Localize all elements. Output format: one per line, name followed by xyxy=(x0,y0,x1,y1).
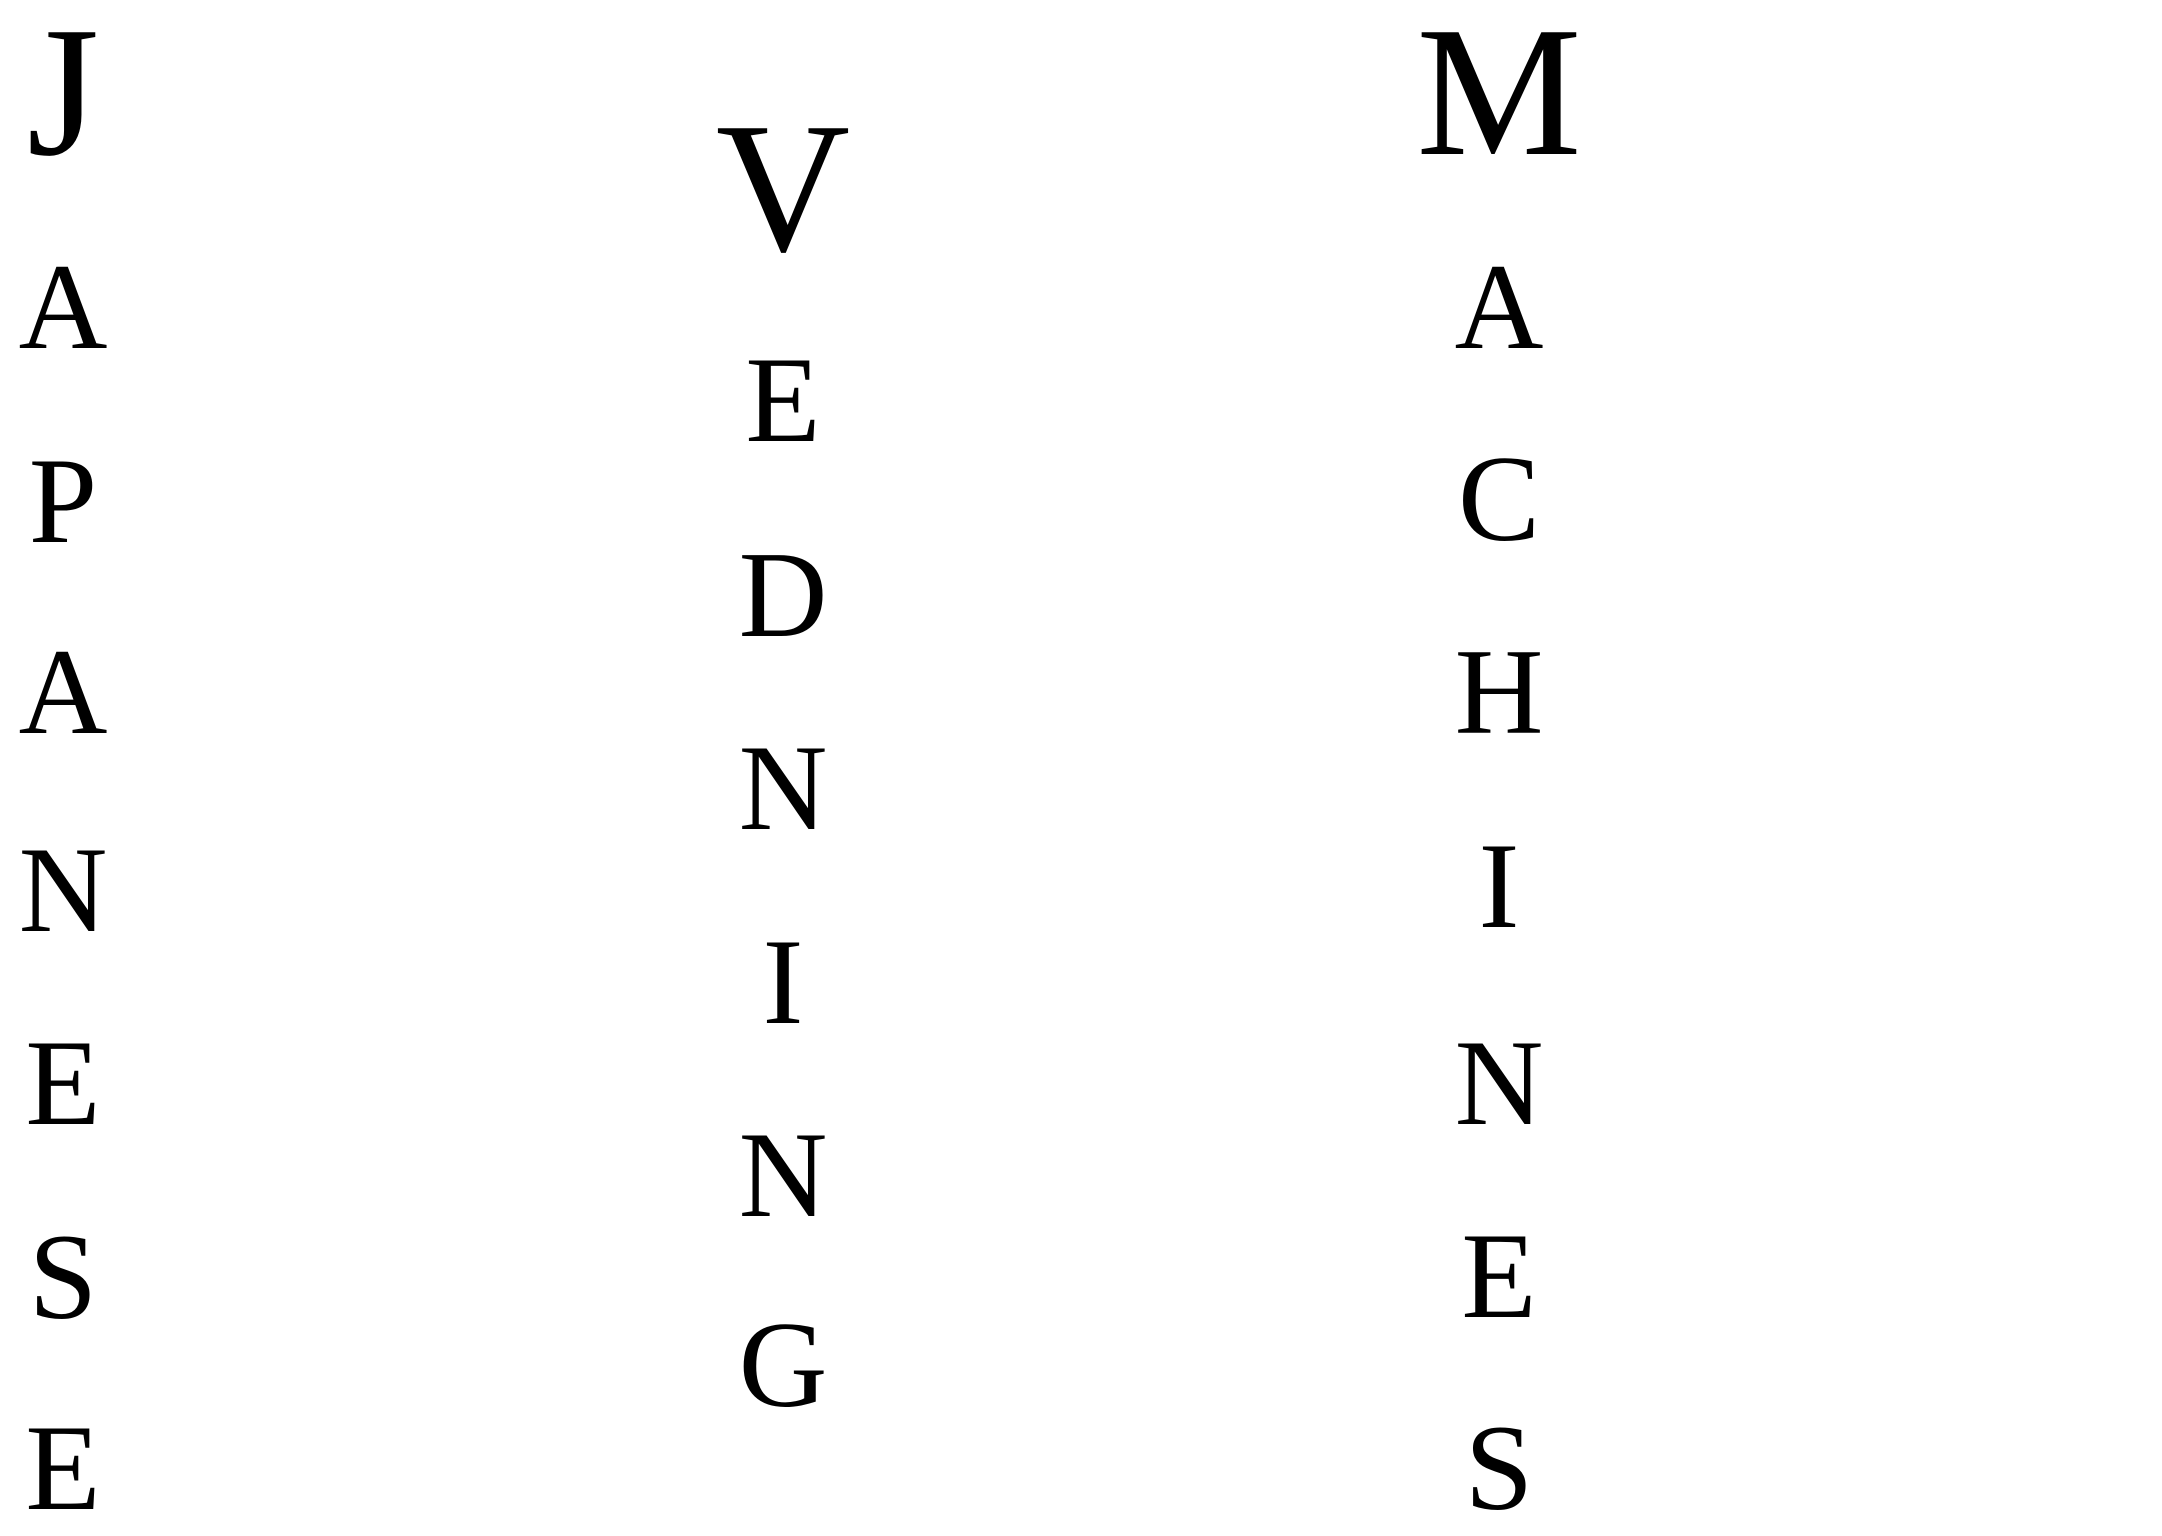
letter-a: A xyxy=(18,238,108,375)
letter-p: P xyxy=(28,432,98,569)
letter-i: I xyxy=(1478,817,1520,954)
letter-c: C xyxy=(1457,430,1541,567)
letter-d: D xyxy=(738,526,828,663)
letter-s: S xyxy=(28,1208,98,1345)
letter-v: V xyxy=(715,85,851,291)
letter-j: J xyxy=(26,0,100,195)
letter-i: I xyxy=(762,913,804,1050)
letter-n: N xyxy=(738,719,828,856)
letter-e: E xyxy=(1461,1207,1537,1344)
letter-e: E xyxy=(25,1399,101,1536)
letter-n: N xyxy=(1454,1014,1544,1151)
letter-e: E xyxy=(25,1014,101,1151)
letter-m: M xyxy=(1416,0,1582,195)
letter-n: N xyxy=(738,1106,828,1243)
letter-a: A xyxy=(1454,238,1544,375)
letter-a: A xyxy=(18,623,108,760)
letter-e: E xyxy=(745,331,821,468)
word-column-vending xyxy=(683,0,883,1520)
letter-n: N xyxy=(18,821,108,958)
word-column-machines xyxy=(1399,0,1599,1536)
letter-g: G xyxy=(738,1296,828,1433)
word-column-japanese xyxy=(0,0,163,1536)
letter-s: S xyxy=(1464,1399,1534,1536)
letter-h: H xyxy=(1454,623,1544,760)
